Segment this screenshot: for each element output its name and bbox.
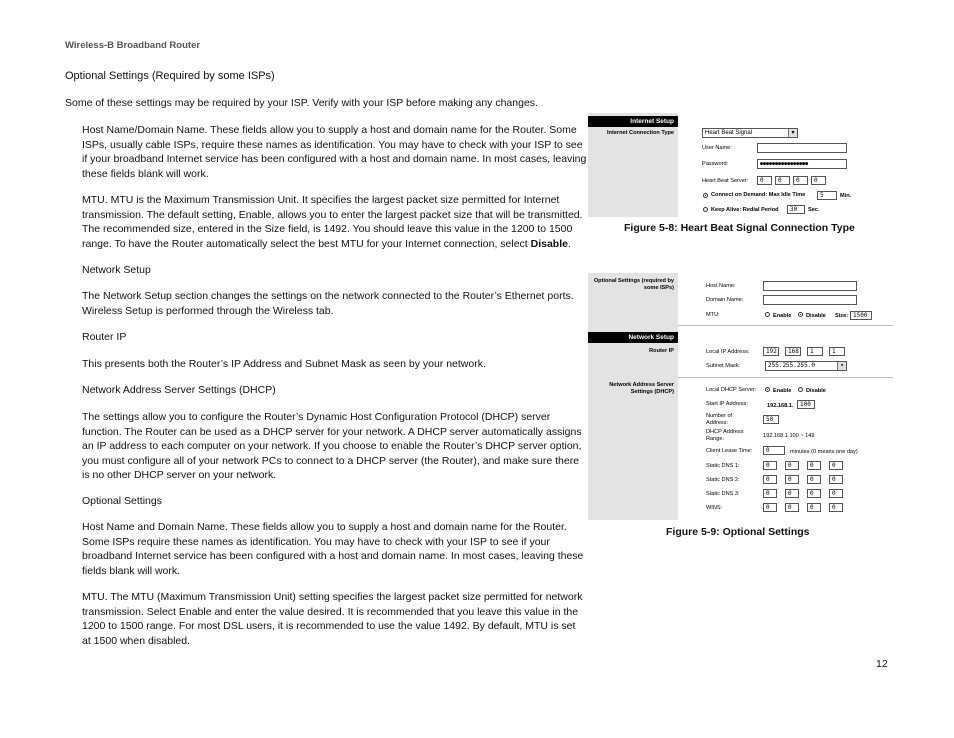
mtu-size-input[interactable]: 1500 [850, 311, 872, 320]
user-name-label: User Name: [702, 145, 732, 151]
wins-label: WINS: [706, 505, 723, 511]
dhcp-enable-label: Enable [773, 388, 792, 394]
domain-name-input[interactable] [763, 295, 857, 305]
figure-5-8-caption: Figure 5-8: Heart Beat Signal Connection Type [624, 222, 855, 234]
mtu-disable-label: Disable [806, 313, 826, 319]
connect-on-demand-radio[interactable] [703, 193, 708, 198]
host-name-input[interactable] [763, 281, 857, 291]
start-ip-label: Start IP Address: [706, 401, 748, 407]
optional-settings-label: Optional Settings (required by some ISPs) [593, 278, 674, 291]
lease-input[interactable]: 0 [763, 446, 785, 455]
server-ip-2[interactable]: 0 [775, 176, 790, 185]
mtu-paragraph: MTU. MTU is the Maximum Transmission Unit. It specifies the largest packet size permitted for Internet transmission. The default setting, Enable, allows you to enter the largest packet size that will be transmitted. The recommended size, entered in the Size field, is 1492. You should leave this value in the 1200 to 1500 range. To have the Router automatically select the best MTU for your Internet connection, select Disable. [82, 194, 583, 250]
local-ip-label: Local IP Address: [706, 349, 750, 355]
dns3-label: Static DNS 3: [706, 491, 740, 497]
mtu-enable-label: Enable [773, 313, 792, 319]
subnet-select[interactable]: 255.255.255.0 ▾ [765, 361, 847, 371]
server-ip-3[interactable]: 0 [793, 176, 808, 185]
dns1-input-4[interactable]: 0 [829, 461, 843, 470]
network-setup-heading: Network Setup [82, 264, 151, 276]
figure-optional-settings [588, 273, 893, 520]
mtu2-paragraph: MTU. The MTU (Maximum Transmission Unit) setting specifies the largest packet size permitted for network transmission. Select Enable and enter the value desired. It is recommended that you leave this value in the 1200 to 1500 range. For most DSL users, it is recommended to use the value 1492. By default, MTU is set at 1500 when disabled. [82, 591, 583, 647]
dns1-input-3[interactable]: 0 [807, 461, 821, 470]
dns3-input-4[interactable]: 0 [829, 489, 843, 498]
server-label: Heart Beat Server: [702, 178, 749, 184]
host-domain-paragraph: Host Name/Domain Name. These fields allow you to supply a host and domain name for the Router. Some ISPs, usually cable ISPs, require these names as identification. You may have to check with your ISP to see if your broadband Internet service has been configured with a host and domain name. In most cases, leaving these fields blank will work. [82, 124, 587, 180]
dns3-input-3[interactable]: 0 [807, 489, 821, 498]
dns3-input-1[interactable]: 0 [763, 489, 777, 498]
lease-label: Client Lease Time: [706, 448, 753, 454]
optional-settings-paragraph: Host Name and Domain Name. These fields allow you to supply a host and domain name for the Router. Some ISPs require these names as identification. You may have to check with your ISP to see if your broadband Internet service has been configured with a host and domain name. In most cases, leaving these fields blank will work. [82, 521, 584, 577]
min-label: Min. [840, 193, 852, 199]
internet-setup-bar: Internet Setup [588, 116, 678, 127]
router-ip-heading: Router IP [82, 331, 127, 343]
optional-settings-heading: Optional Settings [82, 495, 162, 507]
dns2-input-2[interactable]: 0 [785, 475, 799, 484]
dns1-input-1[interactable]: 0 [763, 461, 777, 470]
dns3-input-2[interactable]: 0 [785, 489, 799, 498]
dns2-input-1[interactable]: 0 [763, 475, 777, 484]
intro-paragraph: Some of these settings may be required by your ISP. Verify with your ISP before making any changes. [65, 97, 538, 109]
page-number: 12 [876, 658, 888, 670]
router-ip-paragraph: This presents both the Router’s IP Address and Subnet Mask as seen by your network. [82, 358, 486, 370]
local-ip-2[interactable]: 168 [785, 347, 801, 356]
mtu-label: MTU: [706, 312, 720, 318]
connect-on-demand-label: Connect on Demand: Max Idle Time [711, 192, 806, 198]
dhcp-heading: Network Address Server Settings (DHCP) [82, 384, 276, 396]
user-name-input[interactable] [757, 143, 847, 153]
dhcp-enable-radio[interactable] [765, 387, 770, 392]
mtu-enable-radio[interactable] [765, 312, 770, 317]
dhcp-disable-radio[interactable] [798, 387, 803, 392]
chevron-down-icon: ▾ [788, 129, 797, 137]
start-ip-prefix: 192.168.1. [767, 403, 794, 409]
running-header: Wireless-B Broadband Router [65, 40, 201, 51]
dhcp-label: Network Address Server Settings (DHCP) [609, 382, 674, 395]
dhcp-paragraph: The settings allow you to configure the Router’s Dynamic Host Configuration Protocol (DHCP) server function. The Router can be used as a DHCP server for your network. A DHCP server automatically assigns an IP address to each computer on your network. If you choose to enable the Router’s DHCP server option, you must configure all of your network PCs to connect to a DHCP server (the Router), and make sure there is no other DHCP server on your network. [82, 411, 582, 482]
network-setup-bar: Network Setup [588, 332, 678, 343]
idle-time-input[interactable]: 5 [817, 191, 837, 200]
dns2-input-3[interactable]: 0 [807, 475, 821, 484]
wins-input-3[interactable]: 0 [807, 503, 821, 512]
dhcp-server-label: Local DHCP Server: [706, 387, 757, 393]
chevron-down-icon: ▾ [837, 362, 846, 370]
dns1-label: Static DNS 1: [706, 463, 740, 469]
local-ip-1[interactable]: 192 [763, 347, 779, 356]
dns1-input-2[interactable]: 0 [785, 461, 799, 470]
dns2-label: Static DNS 2: [706, 477, 740, 483]
section-title: Optional Settings (Required by some ISPs) [65, 70, 275, 82]
server-ip-1[interactable]: 0 [757, 176, 772, 185]
wins-input-2[interactable]: 0 [785, 503, 799, 512]
figure-heart-beat [588, 113, 852, 217]
mtu-size-label: Size: [835, 313, 849, 319]
wins-input-1[interactable]: 0 [763, 503, 777, 512]
sec-label: Sec. [808, 207, 820, 213]
domain-name-label: Domain Name: [706, 297, 744, 303]
dns2-input-4[interactable]: 0 [829, 475, 843, 484]
lease-note: minutes (0 means one day) [790, 449, 858, 455]
conn-type-label: Internet Connection Type [606, 130, 674, 136]
dhcp-disable-label: Disable [806, 388, 826, 394]
range-label: DHCP Address Range: [706, 429, 744, 442]
redial-input[interactable]: 30 [787, 205, 805, 214]
server-ip-4[interactable]: 0 [811, 176, 826, 185]
local-ip-3[interactable]: 1 [807, 347, 823, 356]
wins-input-4[interactable]: 0 [829, 503, 843, 512]
num-users-label: Number of Address: [706, 413, 733, 426]
num-users-input[interactable]: 50 [763, 415, 779, 424]
start-ip-input[interactable]: 100 [797, 400, 815, 409]
local-ip-4[interactable]: 1 [829, 347, 845, 356]
router-ip-label: Router IP [649, 348, 674, 354]
network-setup-paragraph: The Network Setup section changes the settings on the network connected to the Router’s Ethernet ports. Wireless Setup is performed through the Wireless tab. [82, 290, 574, 317]
keep-alive-radio[interactable] [703, 207, 708, 212]
host-name-label: Host Name: [706, 283, 736, 289]
figure-5-9-caption: Figure 5-9: Optional Settings [666, 526, 810, 538]
conn-type-select[interactable]: Heart Beat Signal ▾ [702, 128, 798, 138]
mtu-disable-radio[interactable] [798, 312, 803, 317]
range-value: 192.168.1.100 ~ 149 [763, 433, 815, 439]
password-input[interactable]: ●●●●●●●●●●●●●●●● [757, 159, 847, 169]
subnet-label: Subnet Mask: [706, 363, 741, 369]
keep-alive-label: Keep Alive: Redial Period [711, 207, 779, 213]
password-label: Password: [702, 161, 729, 167]
